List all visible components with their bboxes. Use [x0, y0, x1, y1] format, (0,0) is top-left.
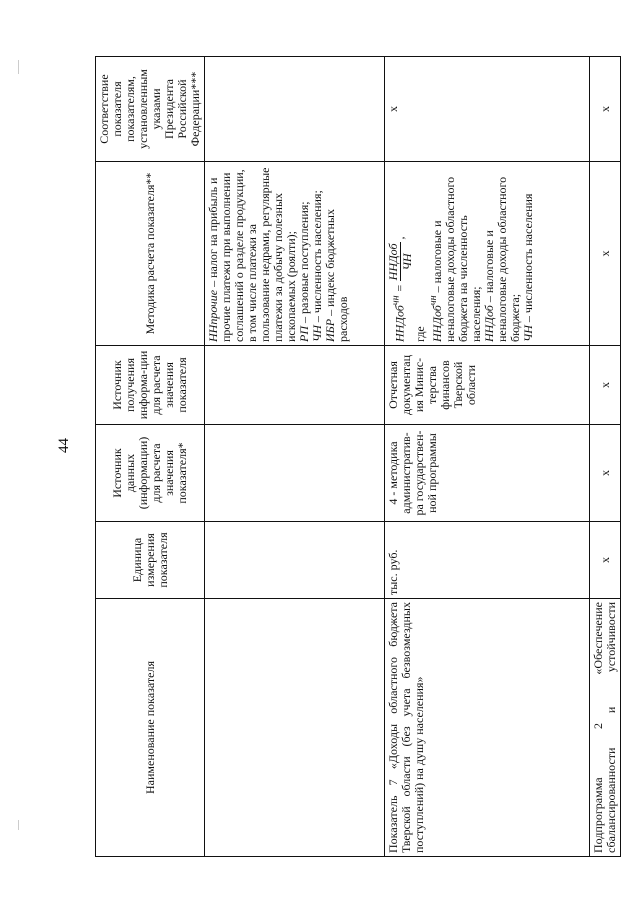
text-rp: – разовые поступления;: [297, 201, 311, 326]
cell-method: [205, 162, 385, 346]
indicator-table: [95, 56, 621, 857]
cell-compliance: х: [385, 57, 590, 162]
formula-numerator: ННДоб: [386, 243, 400, 281]
header-compliance: Соответствие показателя показателям, установленным указами Президента Российской Федерации***: [96, 57, 205, 162]
cell-source-data: 4 - методика административ-ра государствен-ной программы: [385, 425, 590, 522]
cell-compliance: [205, 57, 385, 162]
var-rp: РП: [297, 326, 311, 342]
text-nn-prochie: – налог на прибыль и прочие платежи при выполнении соглашений о разделе продукции, в том числе платежи за пользование недрами, регулярные платежи за добычу полезных ископаемых (роялти);: [206, 167, 298, 342]
var-nndob: ННДоб: [482, 305, 496, 342]
table-row-indicator-7: [385, 57, 590, 857]
cell-unit: х: [590, 522, 621, 599]
cell-compliance: х: [590, 57, 621, 162]
header-row: [96, 57, 205, 857]
subprogram-word: сбалансированности: [604, 747, 618, 853]
subprogram-line-2: [605, 602, 618, 853]
page-number: 44: [56, 438, 72, 453]
scan-artifact: [18, 60, 19, 74]
cell-source-data: [205, 425, 385, 522]
header-unit: Единица измерения показателя: [96, 522, 205, 599]
formula-tail: ,: [392, 236, 407, 240]
header-name: Наименование показателя: [96, 599, 205, 857]
indicator-table-container: [95, 57, 618, 857]
formula-lhs: ННДоб: [392, 305, 407, 342]
subprogram-word: и: [604, 706, 618, 714]
table-row-continuation: [205, 57, 385, 857]
cell-unit: [205, 522, 385, 599]
subprogram-word: 2: [591, 723, 605, 730]
cell-source-info: Отчетная документац ия Минис-терства финансов Тверской области: [385, 346, 590, 425]
cell-source-info: [205, 346, 385, 425]
cell-unit: тыс. руб.: [385, 522, 590, 599]
cell-name: [590, 599, 621, 857]
var-nndob-chn: ННДоб: [430, 305, 444, 342]
text-nndob: – налоговые и неналоговые доходы областного бюджета;: [482, 176, 522, 342]
var-nndob-chn-sup: чн: [428, 295, 439, 306]
header-source-data: Источник данных (информации) для расчета значения показателя*: [96, 425, 205, 522]
header-method: Методика расчета показателя**: [96, 162, 205, 346]
text-ibr: – индекс бюджетных расходов: [323, 209, 350, 342]
cell-source-info: х: [590, 346, 621, 425]
formula-fraction: [387, 242, 414, 281]
subprogram-word: «Обеспечение: [591, 602, 605, 675]
formula-denominator: ЧН: [400, 253, 414, 271]
text-nndob-chn: – налоговые и неналоговые доходы областного бюджета на численность населения;: [430, 176, 483, 342]
text-chn: – численность населения: [521, 193, 535, 326]
header-source-info: Источник получения информа-ции для расчета значения показателя: [96, 346, 205, 425]
scan-artifact: [18, 820, 19, 830]
cell-name: Показатель 7 «Доходы областного бюджета Тверской области (без учета безвозмездных поступлений) на душу населения»: [385, 599, 590, 857]
subprogram-word: устойчивости: [604, 602, 618, 673]
cell-name: [205, 599, 385, 857]
table-row-subprogram-2: [590, 57, 621, 857]
cell-method: х: [590, 162, 621, 346]
var-ibr: ИБР: [323, 318, 337, 342]
var-nn-prochie: ННпрочие: [206, 289, 220, 342]
var-chn: ЧН: [310, 325, 324, 342]
subprogram-word: Подпрограмма: [591, 777, 605, 853]
where-label: где: [413, 326, 427, 342]
formula-lhs-sup: чн: [390, 295, 402, 306]
text-chn: – численность населения;: [310, 190, 324, 326]
cell-source-data: х: [590, 425, 621, 522]
cell-method: [385, 162, 590, 346]
var-chn: ЧН: [521, 325, 535, 342]
formula: ННДоб$^{чн}$ = ННДоб ЧН ,: [386, 236, 414, 342]
